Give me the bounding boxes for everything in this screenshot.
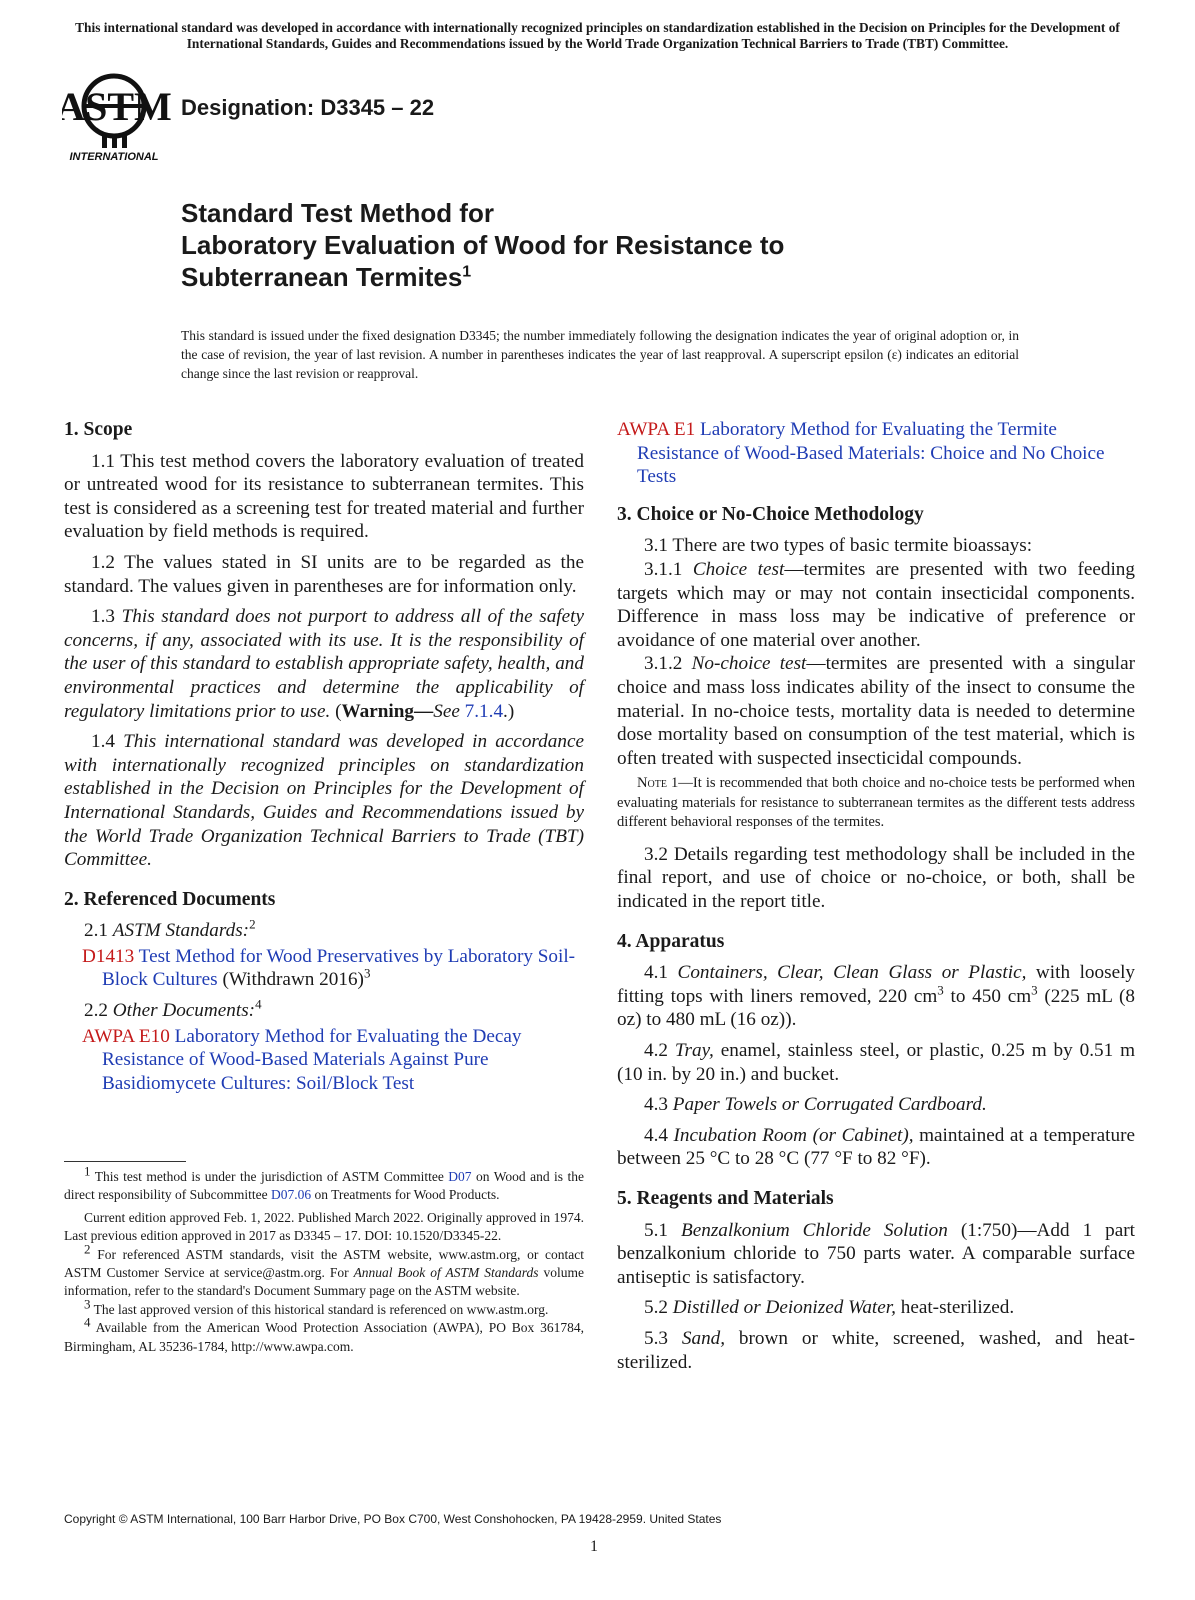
reference-d1413[interactable]: D1413 Test Method for Wood Preservatives by Laboratory Soil-Block Cultures (Withdrawn 2016)$^3$	[82, 945, 576, 991]
para-4-4: 4.4 Incubation Room (or Cabinet), maintained at a temperature between 25 °C to 28 °C (77 °F to 82 °F).	[617, 1124, 1136, 1170]
para-3-2: 3.2 Details regarding test methodology shall be included in the final report, and use of choice or no-choice, or both, shall be indicated in the report title.	[617, 843, 1135, 912]
footnote-1: 1 This test method is under the jurisdiction of ASTM Committee D07 on Wood and is the direct responsibility of Subcommittee D07.06 on Treatments for Wood Products.	[64, 1163, 585, 1203]
title-line-1: Standard Test Method for	[181, 198, 494, 228]
title-footnote-marker: 1	[462, 263, 472, 281]
para-1-3: 1.3 This standard does not purport to address all of the safety concerns, if any, associated with its use. It is the responsibility of the user of this standard to establish appropriate safety, health, and environmental practices and determine the applicability of regulatory limitations prior to use. (Warning—See 7.1.4.)	[64, 606, 585, 722]
note-1: Note 1—It is recommended that both choice and no-choice tests be performed when evaluating materials for resistance to subterranean termites as the different tests address different behavioral responses of the termites.	[617, 775, 1135, 831]
footnote-3: 3 The last approved version of this historical standard is referenced on www.astm.org.	[84, 1296, 549, 1317]
reference-awpa-e1[interactable]: AWPA E1 Laboratory Method for Evaluating the Termite Resistance of Wood-Based Materials: Choice and No Choice Tests	[617, 419, 1105, 488]
footnote-edition: Current edition approved Feb. 1, 2022. Published March 2022. Originally approved in 1974. Last previous edition approved in 2017 as D3345 – 17. DOI: 10.1520/D3345-22.	[64, 1209, 584, 1244]
right-column	[617, 418, 1135, 1381]
title-line-2: Laboratory Evaluation of Wood for Resistance to	[181, 230, 785, 260]
designation: Designation: D3345 – 22	[181, 95, 435, 120]
para-4-2: 4.2 Tray, enamel, stainless steel, or plastic, 0.25 m by 0.51 m (10 in. by 20 in.) and bucket.	[617, 1039, 1136, 1085]
document-title	[181, 197, 1081, 293]
astm-logo	[62, 68, 172, 168]
para-2-2: 2.2 Other Documents:$^4$	[84, 996, 262, 1022]
para-2-1: 2.1 ASTM Standards:$^2$	[84, 916, 256, 942]
logo-subtitle: INTERNATIONAL	[69, 151, 159, 163]
section-5-heading: 5. Reagents and Materials	[617, 1187, 834, 1209]
para-5-2: 5.2 Distilled or Deionized Water, heat-sterilized.	[644, 1297, 1015, 1319]
para-3-1-1: 3.1.1 Choice test—termites are presented with two feeding targets which may or may not contain insecticidal components. Difference in mass loss may be indicative of preference or avoidance of one material over another.	[617, 558, 1135, 651]
para-4-1: 4.1 Containers, Clear, Clean Glass or Plastic, with loosely fitting tops with liners removed, 220 $cm^3$ to 450 $cm^3$ (225 mL (8 oz) to 480 mL (16 oz)).	[617, 962, 1136, 1031]
copyright-footer: Copyright © ASTM International, 100 Barr Harbor Drive, PO Box C700, West Conshohocken, PA 19428-2959. United States	[64, 1512, 722, 1526]
section-2-heading: 2. Referenced Documents	[64, 888, 276, 910]
link-d07-06[interactable]: D07.06	[270, 1187, 312, 1203]
footnotes	[64, 1163, 585, 1356]
section-3-heading: 3. Choice or No-Choice Methodology	[617, 503, 924, 525]
issue-note: This standard is issued under the fixed designation D3345; the number immediately following the designation indicates the year of original adoption or, in the case of revision, the year of last revision. A number in parentheses indicates the year of last reapproval. A superscript epsilon (ε) indicates an editorial change since the last revision or reapproval.	[181, 328, 1019, 381]
para-5-1: 5.1 Benzalkonium Chloride Solution (1:750)—Add 1 part benzalkonium chloride to 750 parts water. A comparable surface antiseptic is satisfactory.	[617, 1219, 1135, 1288]
para-4-3: 4.3 Paper Towels or Corrugated Cardboard.	[644, 1094, 987, 1116]
astm-logo-icon	[62, 68, 172, 168]
link-7-1-4[interactable]: 7.1.4	[464, 700, 504, 722]
link-d07[interactable]: D07	[448, 1169, 472, 1184]
para-1-2: 1.2 The values stated in SI units are to be regarded as the standard. The values given in parentheses are for information only.	[64, 551, 584, 597]
para-1-1: 1.1 This test method covers the laboratory evaluation of treated or untreated wood for its resistance to subterranean termites. This test is considered as a screening test for treated material and further evaluation by field methods is required.	[64, 450, 584, 543]
footnote-4: 4 Available from the American Wood Protection Association (AWPA), PO Box 361784, Birmingham, AL 35236-1784, http://www.awpa.com.	[64, 1314, 584, 1354]
section-4-heading: 4. Apparatus	[617, 930, 725, 952]
section-1-heading: 1. Scope	[64, 419, 133, 440]
reference-awpa-e10[interactable]: AWPA E10 Laboratory Method for Evaluating the Decay Resistance of Wood-Based Materials Against Pure Basidiomycete Cultures: Soil/Block Test	[82, 1025, 522, 1094]
para-1-4: 1.4 This international standard was developed in accordance with internationally recognized principles on standardization established in the Decision on Principles for the Development of International Standards, Guides and Recommendations issued by the World Trade Organization Technical Barriers to Trade (TBT) Committee.	[64, 731, 584, 871]
top-notice: This international standard was developed in accordance with internationally recognized principles on standardization established in the Decision on Principles for the Development of International Standards, Guides and Recommendations issued by the World Trade Organization Technical Barriers to Trade (TBT) Committee.	[75, 20, 1120, 51]
footnote-2: 2 For referenced ASTM standards, visit the ASTM website, www.astm.org, or contact ASTM Customer Service at service@astm.org. For Annual Book of ASTM Standards volume information, refer to the standard's Document Summary page on the ASTM website.	[64, 1241, 584, 1299]
logo-lettering: ASTM	[62, 84, 172, 129]
page-number: 1	[590, 1538, 598, 1555]
para-3-1: 3.1 There are two types of basic termite bioassays:	[644, 535, 1033, 557]
left-column	[64, 418, 584, 1102]
para-5-3: 5.3 Sand, brown or white, screened, washed, and heat-sterilized.	[617, 1327, 1136, 1373]
title-line-3: Subterranean Termites$^1$	[181, 262, 472, 292]
footnote-divider	[64, 1161, 186, 1162]
para-3-1-2: 3.1.2 No-choice test—termites are presented with a singular choice and mass loss indicates ability of the insect to consume the material. In no-choice tests, mortality data is needed to determine dose mortality based on consumption of the test material, which is often treated with suspected insecticidal compounds.	[617, 653, 1135, 769]
